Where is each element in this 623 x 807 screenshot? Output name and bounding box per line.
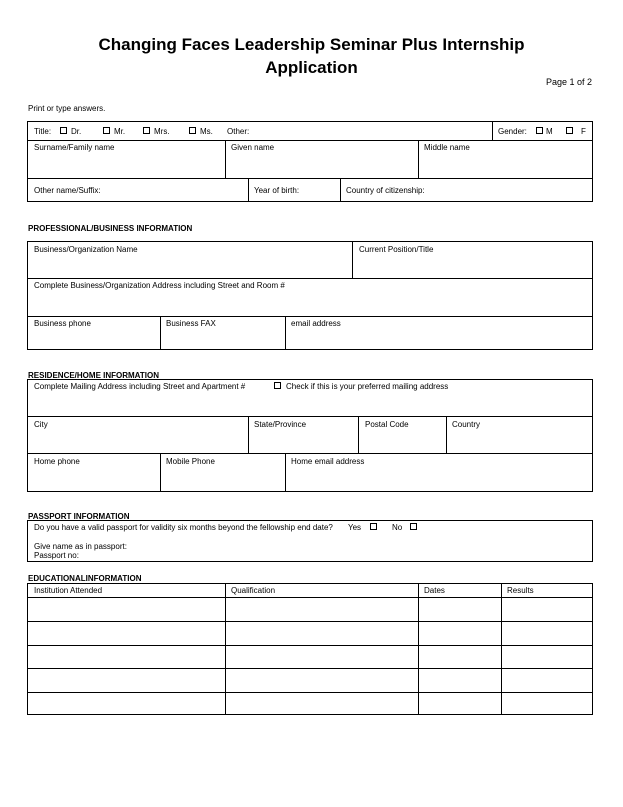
country-citizenship-label: Country of citizenship:: [346, 186, 425, 195]
education-row-1-qualification[interactable]: [226, 598, 417, 620]
education-row-2-results[interactable]: [502, 622, 592, 644]
business-email-label: email address: [291, 319, 341, 328]
city-label: City: [34, 420, 48, 429]
education-row-4-results[interactable]: [502, 669, 592, 691]
form-title-line2: Application: [265, 58, 358, 77]
gender-label: Gender:: [498, 127, 527, 136]
title-ms-label: Ms.: [200, 127, 213, 136]
business-address-label: Complete Business/Organization Address including Street and Room #: [34, 281, 285, 290]
title-mr-label: Mr.: [114, 127, 126, 136]
passport-name-label: Give name as in passport:: [34, 542, 127, 551]
mobile-phone-field[interactable]: [161, 468, 284, 491]
col-results-header: Results: [507, 586, 534, 595]
passport-number-field[interactable]: [84, 550, 591, 561]
education-row-2-qualification[interactable]: [226, 622, 417, 644]
title-mrs-checkbox[interactable]: [143, 127, 150, 134]
title-label: Title:: [34, 127, 52, 136]
page-number: Page 1 of 2: [546, 77, 593, 87]
org-name-field[interactable]: [28, 256, 351, 277]
business-fax-field[interactable]: [161, 330, 284, 349]
position-field[interactable]: [353, 256, 592, 277]
preferred-address-label: Check if this is your preferred mailing address: [286, 382, 449, 391]
business-email-field[interactable]: [286, 330, 592, 349]
business-fax-label: Business FAX: [166, 319, 216, 328]
education-row-2-dates[interactable]: [419, 622, 500, 644]
gender-m-label: M: [546, 127, 553, 136]
education-row-5-dates[interactable]: [419, 693, 500, 714]
education-row-4-institution[interactable]: [28, 669, 224, 691]
title-mr-checkbox[interactable]: [103, 127, 110, 134]
middle-name-label: Middle name: [424, 143, 470, 152]
home-phone-label: Home phone: [34, 457, 80, 466]
given-name-field[interactable]: [226, 154, 417, 177]
passport-no-label: No: [392, 523, 403, 532]
title-dr-label: Dr.: [71, 127, 82, 136]
education-row-4-qualification[interactable]: [226, 669, 417, 691]
country-label: Country: [452, 420, 481, 429]
middle-name-field[interactable]: [419, 154, 592, 177]
professional-heading: PROFESSIONAL/BUSINESS INFORMATION: [28, 224, 193, 233]
residence-heading: RESIDENCE/HOME INFORMATION: [28, 371, 159, 380]
passport-yes-label: Yes: [348, 523, 362, 532]
home-email-label: Home email address: [291, 457, 365, 466]
home-address-field[interactable]: [28, 393, 592, 415]
home-email-field[interactable]: [286, 468, 592, 491]
home-phone-field[interactable]: [28, 468, 159, 491]
education-row-1-dates[interactable]: [419, 598, 500, 620]
instructions-text: Print or type answers.: [28, 104, 106, 113]
col-qualification-header: Qualification: [231, 586, 276, 595]
education-row-5-qualification[interactable]: [226, 693, 417, 714]
state-label: State/Province: [254, 420, 307, 429]
title-mrs-label: Mrs.: [154, 127, 170, 136]
education-row-3-results[interactable]: [502, 646, 592, 667]
passport-question: Do you have a valid passport for validity six months beyond the fellowship end date?: [34, 523, 333, 532]
education-row-1-results[interactable]: [502, 598, 592, 620]
education-row-3-dates[interactable]: [419, 646, 500, 667]
surname-label: Surname/Family name: [34, 143, 115, 152]
preferred-address-checkbox[interactable]: [274, 382, 281, 389]
title-other-label: Other:: [227, 127, 250, 136]
gender-f-label: F: [581, 127, 586, 136]
education-row-1-institution[interactable]: [28, 598, 224, 620]
state-field[interactable]: [249, 431, 357, 452]
year-of-birth-label: Year of birth:: [254, 186, 300, 195]
education-row-3-institution[interactable]: [28, 646, 224, 667]
education-row-2-institution[interactable]: [28, 622, 224, 644]
passport-heading: PASSPORT INFORMATION: [28, 512, 130, 521]
title-dr-checkbox[interactable]: [60, 127, 67, 134]
form-title-line1: Changing Faces Leadership Seminar Plus Internship: [98, 35, 525, 54]
given-name-label: Given name: [231, 143, 275, 152]
passport-no-checkbox[interactable]: [410, 523, 417, 530]
col-dates-header: Dates: [424, 586, 445, 595]
country-field[interactable]: [447, 431, 592, 452]
home-address-label: Complete Mailing Address including Street and Apartment #: [34, 382, 246, 391]
gender-f-checkbox[interactable]: [566, 127, 573, 134]
business-phone-label: Business phone: [34, 319, 91, 328]
surname-field[interactable]: [28, 154, 224, 177]
education-row-4-dates[interactable]: [419, 669, 500, 691]
mobile-phone-label: Mobile Phone: [166, 457, 215, 466]
org-name-label: Business/Organization Name: [34, 245, 138, 254]
title-other-field[interactable]: [255, 123, 485, 138]
postal-code-field[interactable]: [359, 431, 445, 452]
business-phone-field[interactable]: [28, 330, 159, 349]
business-address-field[interactable]: [28, 292, 592, 315]
passport-yes-checkbox[interactable]: [370, 523, 377, 530]
passport-number-label: Passport no:: [34, 551, 79, 560]
education-row-3-qualification[interactable]: [226, 646, 417, 667]
city-field[interactable]: [28, 431, 247, 452]
col-institution-header: Institution Attended: [34, 586, 103, 595]
education-heading: EDUCATIONALINFORMATION: [28, 574, 142, 583]
title-ms-checkbox[interactable]: [189, 127, 196, 134]
year-of-birth-field[interactable]: [305, 180, 338, 200]
postal-code-label: Postal Code: [365, 420, 409, 429]
other-name-label: Other name/Suffix:: [34, 186, 101, 195]
education-row-5-results[interactable]: [502, 693, 592, 714]
other-name-field[interactable]: [108, 180, 246, 200]
position-label: Current Position/Title: [359, 245, 434, 254]
country-citizenship-field[interactable]: [432, 180, 592, 200]
education-row-5-institution[interactable]: [28, 693, 224, 714]
gender-m-checkbox[interactable]: [536, 127, 543, 134]
